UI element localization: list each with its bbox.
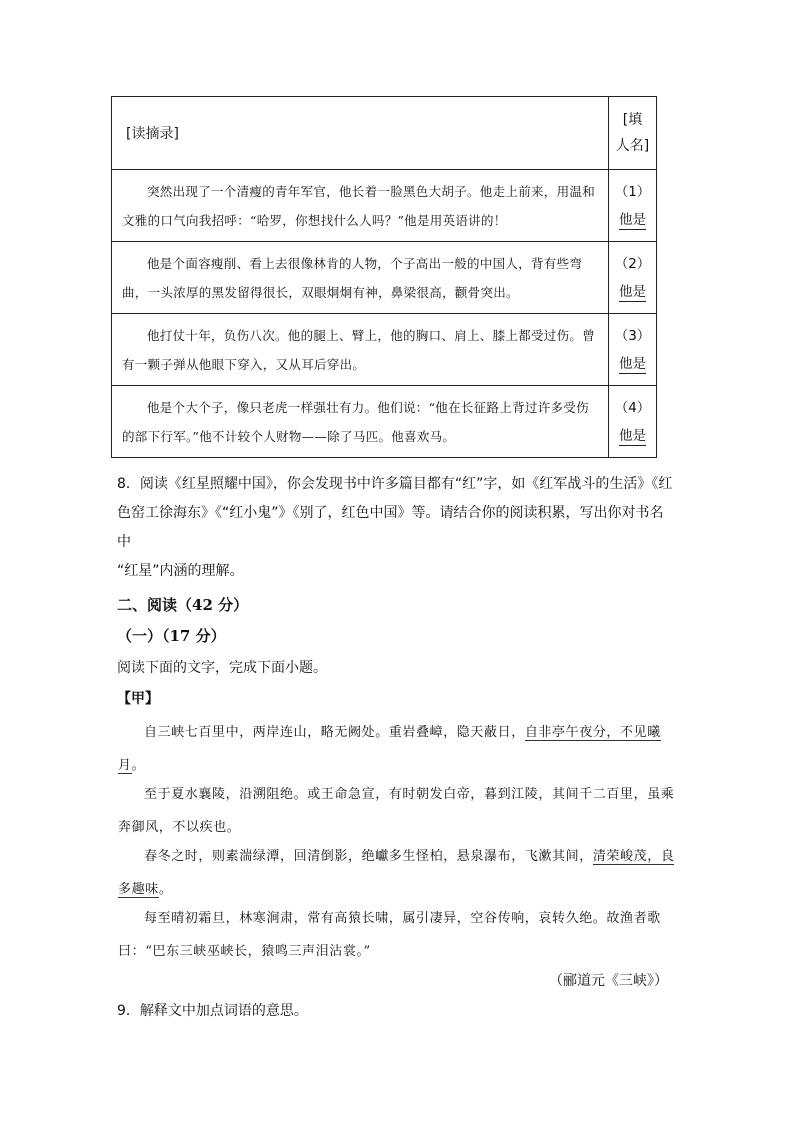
fill-cell-3: [609, 314, 657, 386]
header-read-excerpt: [读摘录]: [112, 97, 609, 170]
passage-paragraph-2: 至于夏水襄陵，沿溯阻绝。或王命急宣，有时朝发白帝，暮到江陵，其间千二百里，虽乘奔御风，不以疾也。: [118, 787, 675, 835]
reading-instruction: 阅读下面的文字，完成下面小题。: [117, 660, 327, 676]
passage-paragraph-4: 每至晴初霜旦，林寒涧肃，常有高猿长啸，属引凄异，空谷传响，哀转久绝。故渔者歌曰：“巴东三峡巫峡长，猿鸣三声泪沾裳。”: [118, 911, 661, 959]
fill-cell-1: [609, 170, 657, 242]
excerpt-text-4: 他是个大个子，像只老虎一样强壮有力。他们说：“他在长征路上背过许多受伤的部下行军。”他不计较个人财物——除了马匹。他喜欢马。: [112, 386, 609, 458]
table-row: [112, 170, 657, 242]
fill-blank-4[interactable]: 他是: [619, 427, 646, 444]
question-8-line1: 8．阅读《红星照耀中国》，你会发现书中许多篇目都有“红”字，如《红军战斗的生活》《红: [117, 476, 673, 492]
fill-cell-2: [609, 242, 657, 314]
underlined-phrase-2: 清荣峻茂，: [592, 849, 661, 864]
passage-label: 【甲】: [117, 691, 159, 707]
question-8: [117, 470, 677, 586]
item-number-4: （4）: [614, 399, 651, 416]
item-number-1: （1）: [614, 183, 651, 200]
table-row: [112, 386, 657, 458]
item-number-3: （3）: [614, 327, 651, 344]
underlined-phrase-2b: 良多趣味: [118, 849, 675, 897]
header-fill-line1: [填: [622, 112, 643, 128]
question-8-line2: 色窑工徐海东》《“红小鬼”》《别了，红色中国》等。请结合你的阅读积累，写出你对书名中: [117, 505, 664, 550]
passage-paragraph-3: 春冬之时，则素湍绿潭，回清倒影，绝巘多生怪柏，悬泉瀑布，飞漱其间，清荣峻茂，良多趣味。: [118, 849, 675, 897]
table-row: [112, 242, 657, 314]
fill-cell-4: [609, 386, 657, 458]
table-header-row: [112, 97, 657, 170]
question-9: 9．解释文中加点词语的意思。: [117, 1003, 308, 1019]
section-title: 二、阅读（42 分）: [117, 596, 249, 614]
header-fill-line2: 人名]: [615, 138, 650, 154]
excerpt-text-2: 他是个面容瘦削、看上去很像林肯的人物，个子高出一般的中国人，背有些弯曲，一头浓厚的黑发留得很长，双眼炯炯有神，鼻梁很高，颧骨突出。: [112, 242, 609, 314]
passage-paragraph-1: 自三峡七百里中，两岸连山，略无阙处。重岩叠嶂，隐天蔽日，自非亭午夜分，不见曦月。: [118, 725, 661, 773]
fill-blank-3[interactable]: 他是: [619, 355, 646, 372]
excerpt-text-3: 他打仗十年，负伤八次。他的腿上、臂上，他的胸口、肩上、膝上都受过伤。曾有一颗子弹从他眼下穿入，又从耳后穿出。: [112, 314, 609, 386]
underlined-phrase-1: 自非亭午夜分，不见曦: [524, 725, 661, 740]
subsection-title: （一）（17 分）: [117, 627, 226, 645]
excerpt-table: [111, 96, 657, 458]
excerpt-text-1: 突然出现了一个清瘦的青年军官，他长着一脸黑色大胡子。他走上前来，用温和文雅的口气向我招呼：“哈罗，你想找什么人吗？”他是用英语讲的！: [112, 170, 609, 242]
item-number-2: （2）: [614, 255, 651, 272]
passage-source: （郦道元《三峡》）: [549, 973, 668, 989]
underlined-phrase-1b: 月: [118, 758, 132, 773]
question-8-line3: “红星”内涵的理解。: [117, 563, 244, 579]
header-fill-name: [609, 97, 657, 170]
fill-blank-2[interactable]: 他是: [619, 283, 646, 300]
table-row: [112, 314, 657, 386]
fill-blank-1[interactable]: 他是: [619, 211, 646, 228]
